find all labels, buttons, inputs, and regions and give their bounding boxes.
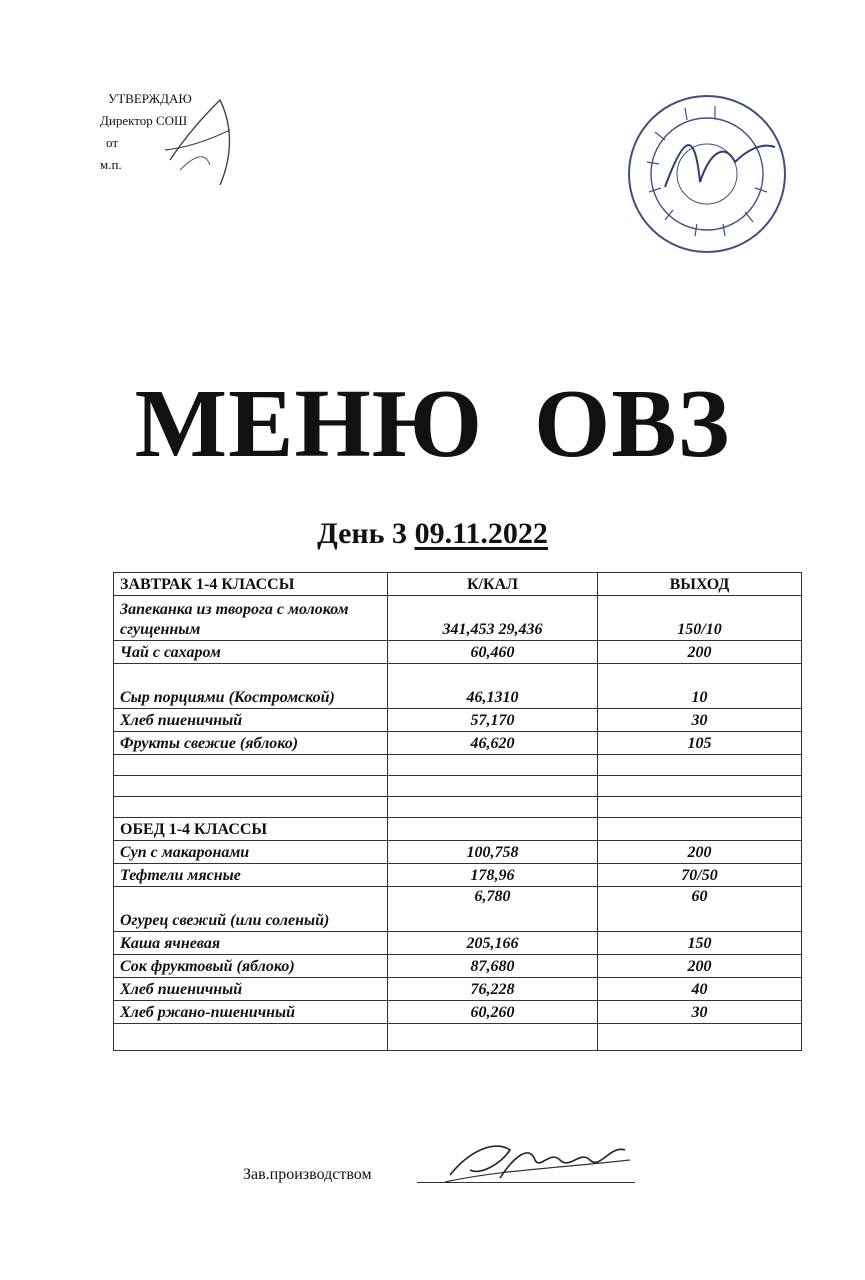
day-line — [0, 517, 865, 551]
dish-output: 105 — [598, 732, 802, 755]
round-seal-icon — [625, 92, 790, 257]
dish-output: 200 — [598, 641, 802, 664]
breakfast-header: ЗАВТРАК 1-4 КЛАССЫ — [114, 573, 388, 596]
dish-name: Запеканка из творога с молоком сгущенным — [114, 596, 388, 641]
lunch-header: ОБЕД 1-4 КЛАССЫ — [114, 818, 388, 841]
dish-kcal: 6,780 — [388, 887, 598, 932]
blank-row — [114, 797, 802, 818]
day-date: 09.11.2022 — [414, 517, 548, 550]
table-row — [114, 596, 802, 641]
dish-kcal: 57,170 — [388, 709, 598, 732]
table-row — [114, 732, 802, 755]
date-label: от — [106, 135, 119, 150]
table-row — [114, 887, 802, 932]
dish-output: 30 — [598, 1001, 802, 1024]
dish-output: 30 — [598, 709, 802, 732]
blank-row — [114, 1024, 802, 1051]
dish-output: 70/50 — [598, 864, 802, 887]
table-row — [114, 709, 802, 732]
table-row — [114, 864, 802, 887]
dish-name: Каша ячневая — [114, 932, 388, 955]
output-header: ВЫХОД — [598, 573, 802, 596]
table-row — [114, 955, 802, 978]
signer-label: Зав.производством — [243, 1166, 372, 1183]
table-row — [114, 1001, 802, 1024]
dish-kcal: 178,96 — [388, 864, 598, 887]
dish-kcal: 46,620 — [388, 732, 598, 755]
director-signature-icon — [150, 90, 245, 200]
dish-name: Хлеб пшеничный — [114, 978, 388, 1001]
dish-name: Сок фруктовый (яблоко) — [114, 955, 388, 978]
dish-name: Сыр порциями (Костромской) — [114, 664, 388, 709]
dish-kcal: 60,460 — [388, 641, 598, 664]
table-row — [114, 664, 802, 709]
dish-output: 200 — [598, 955, 802, 978]
table-row — [114, 841, 802, 864]
dish-output: 60 — [598, 887, 802, 932]
director-label: Директор СОШ — [100, 113, 188, 128]
table-row — [114, 641, 802, 664]
dish-kcal: 87,680 — [388, 955, 598, 978]
dish-kcal: 46,1310 — [388, 664, 598, 709]
dish-kcal: 341,453 29,436 — [388, 596, 598, 641]
manager-signature-icon — [440, 1130, 640, 1200]
dish-kcal: 205,166 — [388, 932, 598, 955]
dish-name: Хлеб пшеничный — [114, 709, 388, 732]
dish-output: 200 — [598, 841, 802, 864]
dish-name: Хлеб ржано-пшеничный — [114, 1001, 388, 1024]
dish-name: Фрукты свежие (яблоко) — [114, 732, 388, 755]
dish-kcal: 60,260 — [388, 1001, 598, 1024]
dish-name: Огурец свежий (или соленый) — [114, 887, 388, 932]
dish-name: Чай с сахаром — [114, 641, 388, 664]
dish-output: 150/10 — [598, 596, 802, 641]
dish-output: 10 — [598, 664, 802, 709]
menu-table — [113, 572, 802, 1051]
lunch-header-row — [114, 818, 802, 841]
approve-label: УТВЕРЖДАЮ — [108, 91, 192, 106]
seal-label: м.п. — [100, 157, 122, 172]
table-header-row — [114, 573, 802, 596]
dish-kcal: 76,228 — [388, 978, 598, 1001]
blank-row — [114, 755, 802, 776]
dish-name: Тефтели мясные — [114, 864, 388, 887]
day-label: День 3 — [317, 517, 408, 550]
blank-row — [114, 776, 802, 797]
kcal-header: К/КАЛ — [388, 573, 598, 596]
table-row — [114, 978, 802, 1001]
dish-name: Суп с макаронами — [114, 841, 388, 864]
dish-output: 40 — [598, 978, 802, 1001]
dish-output: 150 — [598, 932, 802, 955]
dish-kcal: 100,758 — [388, 841, 598, 864]
page-title: МЕНЮ ОВЗ — [134, 370, 731, 478]
table-row — [114, 932, 802, 955]
